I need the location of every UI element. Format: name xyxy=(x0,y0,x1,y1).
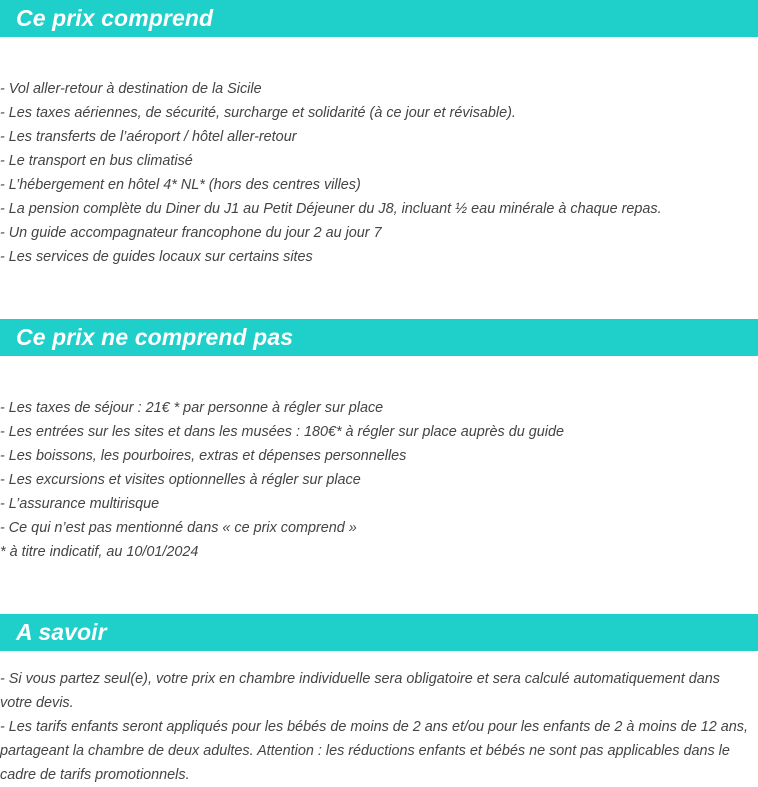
list-item: - Les transferts de l’aéroport / hôtel aller-retour xyxy=(0,129,297,145)
list-item: - Vol aller-retour à destination de la Sicile xyxy=(0,81,262,97)
list-item: - Les services de guides locaux sur certains sites xyxy=(0,249,313,265)
section-title: A savoir xyxy=(16,619,107,645)
included-items-list xyxy=(0,77,758,269)
list-item: - Le transport en bus climatisé xyxy=(0,153,193,169)
section-header-price-includes xyxy=(0,0,758,37)
list-item: - La pension complète du Diner du J1 au Petit Déjeuner du J8, incluant ½ eau minérale à chaque repas. xyxy=(0,201,662,217)
list-item: - Ce qui n’est pas mentionné dans « ce prix comprend » xyxy=(0,520,357,536)
list-item: - Les taxes de séjour : 21€ * par personne à régler sur place xyxy=(0,400,384,416)
info-paragraph: - Les tarifs enfants seront appliqués pour les bébés de moins de 2 ans et/ou pour les enfants de 2 à moins de 12 ans, partageant la chambre de deux adultes. Attention : les réductions enfants et bébés ne sont pas applicables dans le cadre de tarifs promotionnels. xyxy=(0,719,748,783)
list-item: - Un guide accompagnateur francophone du jour 2 au jour 7 xyxy=(0,225,382,241)
list-item: - L’hébergement en hôtel 4* NL* (hors des centres villes) xyxy=(0,177,361,193)
list-item: - Les boissons, les pourboires, extras et dépenses personnelles xyxy=(0,448,407,464)
info-paragraph: - Si vous partez seul(e), votre prix en chambre individuelle sera obligatoire et sera calculé automatiquement dans votre devis. xyxy=(0,671,720,711)
section-header-price-excludes xyxy=(0,319,758,356)
section-title: Ce prix ne comprend pas xyxy=(16,324,294,350)
good-to-know-text xyxy=(0,667,752,787)
section-title: Ce prix comprend xyxy=(16,5,214,31)
list-item: - Les excursions et visites optionnelles à régler sur place xyxy=(0,472,361,488)
footnote: * à titre indicatif, au 10/01/2024 xyxy=(0,544,199,560)
list-item: - Les taxes aériennes, de sécurité, surcharge et solidarité (à ce jour et révisable). xyxy=(0,105,516,121)
list-item: - Les entrées sur les sites et dans les musées : 180€* à régler sur place auprès du guide xyxy=(0,424,564,440)
section-header-good-to-know xyxy=(0,614,758,651)
list-item: - L’assurance multirisque xyxy=(0,496,160,512)
excluded-items-list xyxy=(0,396,758,564)
